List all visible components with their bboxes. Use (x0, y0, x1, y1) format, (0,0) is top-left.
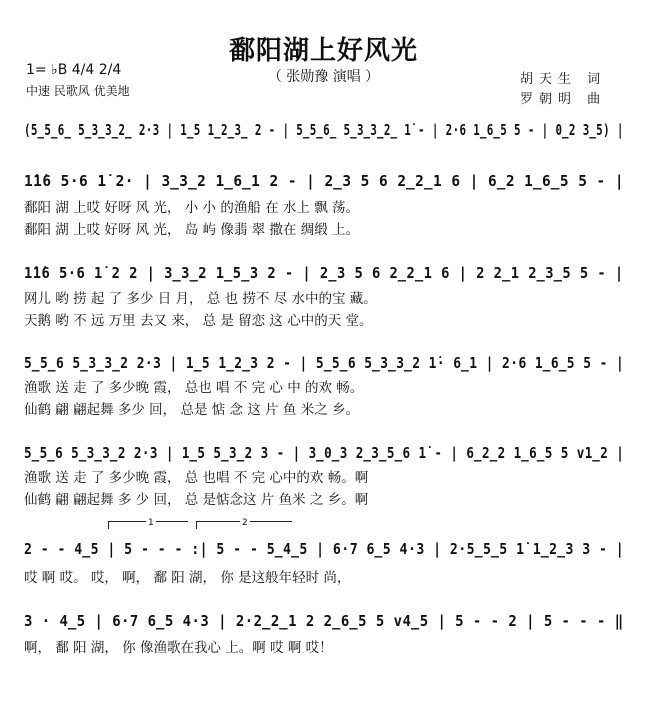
volta-tick (196, 521, 197, 529)
volta-number-2: 2 (242, 518, 248, 528)
volta-number-1: 1 (148, 518, 154, 528)
notation-line-1: (5̲5̲6̲ 5̲3̲3̲2̲ 2·3 | 1̲5 1̲2̲3̲ 2 - | 5̲5̲6̲ 5̲3̲3̲2̲ 1̇ - | 2·6 1̲6̲5 5 - | 0̲2 3̲5) | (24, 121, 624, 139)
singer-credit: （ 张勋豫 演唱 ） (267, 69, 380, 85)
volta-tick (108, 521, 109, 529)
lyric-line: 仙鹤 翩 翩起舞 多少 回， 总是 惦 念 这 片 鱼 米之 乡。 (24, 402, 359, 418)
notation-line-5: 5̲5̲6 5̲3̲3̲2 2·3 | 1̲5 5̲3̲2 3 - | 3̲0̲3 2̲3̲5̲6 1̇ - | 6̲2̲2 1̲6̲5 5 v1̲2 | (24, 444, 625, 462)
key-signature: 1= ♭B 4/4 2/4 (26, 62, 122, 78)
lyric-line: 鄱阳 湖 上哎 好呀 风 光， 小 小 的渔船 在 水上 飘 荡。 (24, 200, 359, 216)
notation-line-3: 1̇1̇6 5·6 1̇ 2 2 | 3̲3̲2 1̲5̲3 2 - | 2̲3 5 6 2̲2̲1 6 | 2 2̲1 2̲3̲5 5 - | (24, 264, 624, 282)
composer-credit: 罗朝明 曲 (520, 92, 607, 107)
tempo-marking: 中速 民歌风 优美地 (26, 84, 130, 98)
notation-line-7: 3 · 4̲5 | 6·7 6̲5 4·3 | 2·2̲2̲1 2 2̲6̲5 5 v4̲5 | 5 - - 2 | 5 - - - ‖ (24, 612, 624, 630)
lyric-line: 啊， 鄱 阳 湖， 你 像渔歌在我心 上。啊 哎 啊 哎！ (24, 640, 333, 656)
lyric-line: 渔歌 送 走 了 多少晚 霞， 总也 唱 不 完 心 中 的欢 畅。 (24, 380, 364, 396)
lyric-line: 渔歌 送 走 了 多少晚 霞， 总 也唱 不 完 心中的欢 畅。啊 (24, 470, 369, 486)
lyric-line: 仙鹤 翩 翩起舞 多 少 回， 总 是惦念这 片 鱼米 之 乡。啊 (24, 492, 369, 508)
lyric-line: 鄱阳 湖 上哎 好呀 风 光， 岛 屿 像翡 翠 撒在 绸缎 上。 (24, 222, 359, 238)
lyricist-credit: 胡天生 词 (520, 72, 607, 87)
notation-line-2: 1̇1̇6 5·6 1̇ 2· | 3̲3̲2 1̲6̲1 2 - | 2̲3 5 6 2̲2̲1 6 | 6̲2 1̲6̲5 5 - | (24, 172, 625, 190)
song-title: 鄱阳湖上好风光 (228, 36, 418, 66)
lyric-line: 网儿 哟 捞 起 了 多少 日 月， 总 也 捞不 尽 水中的宝 藏。 (24, 291, 377, 307)
notation-line-6: 2 - - 4̲5 | 5 - - - :| 5 - - 5̲4̲5 | 6·7 6̲5 4·3 | 2·5̲5̲5 1̇ 1̲2̲3 3 - | (24, 540, 625, 558)
lyric-line: 天鹅 哟 不 远 万里 去又 来， 总 是 留恋 这 心中的天 堂。 (24, 313, 373, 329)
notation-line-4: 5̲5̲6 5̲3̲3̲2 2·3 | 1̲5 1̲2̲3 2 - | 5̲5̲6 5̲3̲3̲2 1̇· 6̲1 | 2·6 1̲6̲5 5 - | (24, 354, 625, 372)
lyric-line: 哎 啊 哎。 哎， 啊， 鄱 阳 湖， 你 是这般年轻时 尚， (24, 570, 351, 586)
